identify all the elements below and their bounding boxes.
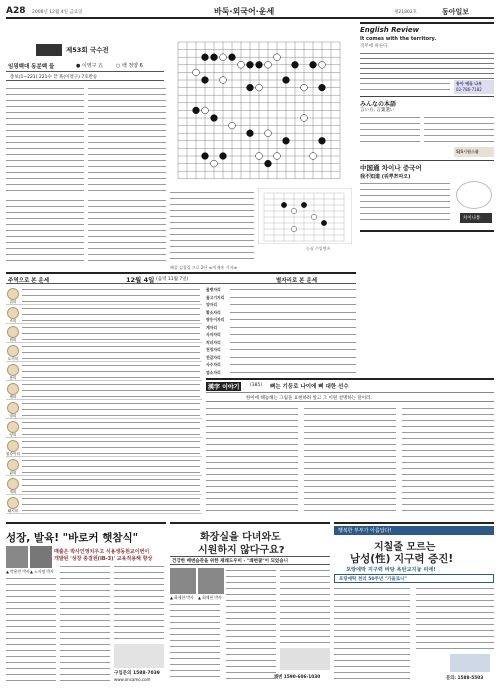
zodiac-label: 원숭이띠	[6, 452, 20, 456]
star-sign-label: 전갈자리	[206, 354, 221, 360]
white-stone	[211, 160, 218, 167]
japanese-sponsor-box: SJS시원스쿨	[454, 147, 494, 157]
hanja-subheadline: 한이에 해놓해는 그림을 표현하려 앞고 그 이원 설명하는 말이라.	[246, 396, 372, 401]
japanese-subtitle: 言い方, 言葉遣い	[360, 108, 395, 113]
english-sponsor-box: 동아 에듀 나우 02-786-7182	[454, 80, 494, 94]
star-sign-label: 사자자리	[206, 332, 221, 337]
star-row	[206, 294, 356, 302]
zodiac-row	[6, 457, 202, 476]
english-subheadline: 직무에 따른다.	[360, 44, 389, 49]
fortune-right-title: 별자리로 본 운세	[276, 278, 318, 284]
black-stone	[202, 77, 209, 84]
zodiac-text	[22, 306, 200, 323]
white-stone	[310, 153, 317, 160]
zodiac-animal-icon	[7, 383, 19, 395]
english-review	[360, 22, 494, 94]
zodiac-animal-icon	[7, 440, 19, 452]
star-row	[206, 339, 356, 347]
paper-name: 동아일보	[442, 8, 470, 16]
zodiac-text	[22, 363, 200, 380]
zodiac-text	[22, 325, 200, 342]
ad3-sub: 포랑에딱 지구력 바탕 욕탄교지놓 피에!	[346, 567, 436, 573]
ad1-sub2: 개발된 '성장 종결원(IB-3)' 교육적용해 향상	[54, 556, 153, 562]
star-sign-label: 염소자리	[206, 369, 221, 375]
star-row	[206, 286, 356, 294]
white-stone	[265, 130, 272, 137]
zodiac-animal-icon	[7, 345, 19, 357]
black-stone	[229, 54, 236, 61]
hanja-number: (385)	[250, 383, 263, 388]
commentary-col4	[88, 198, 166, 264]
zodiac-animal-icon	[7, 288, 19, 300]
star-sign-label: 물고기자리	[206, 294, 225, 300]
star-row	[206, 354, 356, 362]
baduk-author: 해설 김창길 프로 2단 ≪이재홍 기자≫	[170, 265, 238, 270]
baduk-logo	[36, 44, 62, 56]
black-stone	[202, 153, 209, 160]
commentary-col1	[6, 86, 84, 194]
white-stone	[265, 61, 272, 68]
ad2-photo2	[198, 568, 224, 594]
star-sign-label: 물병자리	[206, 287, 221, 292]
black-stone	[281, 202, 286, 207]
baduk-section	[6, 22, 356, 270]
zodiac-row	[6, 343, 202, 362]
star-text	[230, 362, 356, 368]
white-stone	[202, 107, 209, 114]
fortune-lunar: (음력 11월 7일)	[156, 277, 189, 282]
ad2-phone: 쾌변 1590-606-1030	[274, 675, 321, 680]
star-sign-label: 사수자리	[206, 362, 221, 367]
issue-number: 제21802호	[394, 10, 418, 15]
zodiac-animal-icon	[7, 326, 19, 338]
star-text	[230, 287, 356, 293]
zodiac-animal-icon	[7, 459, 19, 471]
ad1-headline: 성장, 발육! "바로커 햇참식"	[6, 532, 139, 544]
zodiac-text	[22, 477, 200, 494]
white-stone	[193, 69, 200, 76]
white-stone	[291, 208, 296, 213]
zodiac-text	[22, 382, 200, 399]
go-board	[170, 36, 350, 186]
zodiac-text	[22, 420, 200, 437]
star-sign-label: 천칭자리	[206, 347, 221, 352]
white-player: ○ 백 정양 6	[116, 63, 143, 69]
white-stone	[274, 153, 281, 160]
black-stone	[310, 61, 317, 68]
white-stone	[220, 77, 227, 84]
ad1-phone: 구입문의 1588-7039	[114, 671, 160, 676]
ad-height-supplement: 성장, 발육! "바로커 햇참식" 매출은 박사인영치우고 식용생동원교이번이 개발된 '성장 종결원(IB-3)' 교육적용해 향상 ▲ 박윤만 박사 ▲ 노서명 박사 구입문의 1588-7039 www.oncamo.com	[6, 522, 166, 685]
star-row	[206, 301, 356, 309]
star-text	[230, 355, 356, 361]
black-stone	[247, 84, 254, 91]
ad3-phone: 문의: 1588-5503	[446, 676, 484, 681]
zodiac-fortunes	[6, 286, 202, 518]
page-number: A28	[6, 6, 26, 16]
ad3-headline1: 지칠줄 모르는	[374, 542, 436, 553]
zodiac-row	[6, 381, 202, 400]
zodiac-label: 쥐띠	[9, 300, 17, 304]
zodiac-row	[6, 362, 202, 381]
commentary-col3	[6, 198, 84, 264]
fortune-date: 12월 4일	[126, 276, 155, 284]
zodiac-label: 말띠	[9, 414, 17, 418]
star-row	[206, 324, 356, 332]
japanese-title: みんなの本語	[360, 101, 397, 108]
ad-stamina	[334, 522, 494, 685]
zodiac-animal-icon	[7, 402, 19, 414]
zodiac-text	[22, 287, 200, 304]
zodiac-animal-icon	[7, 497, 19, 509]
zodiac-animal-icon	[7, 421, 19, 433]
ad3-headline2: 남성(性) 지구력 증진!	[350, 553, 454, 565]
star-sign-label: 양자리	[206, 302, 218, 307]
english-body	[360, 51, 494, 79]
black-stone	[211, 54, 218, 61]
black-stone	[319, 84, 326, 91]
hanja-section-top	[360, 230, 494, 272]
ad3-banner: 행복한 부부가 아름답다!	[338, 528, 392, 534]
zodiac-label: 뱀띠	[9, 395, 17, 399]
star-text	[230, 340, 356, 346]
black-stone	[247, 130, 254, 137]
english-title: English Review	[360, 26, 420, 34]
black-stone	[319, 137, 326, 144]
star-row	[206, 309, 356, 317]
ad3-box: 포랑에딱 천리 50주년 "가을로니"	[339, 577, 407, 582]
ad1-product	[114, 644, 164, 668]
black-stone	[283, 137, 290, 144]
star-text	[230, 295, 356, 301]
star-text	[230, 370, 356, 376]
chinese-sponsor-box: 차이나통	[460, 213, 492, 223]
star-text	[230, 325, 356, 331]
zodiac-label: 돼지띠	[7, 509, 19, 513]
black-stone	[247, 61, 254, 68]
zodiac-row	[6, 495, 202, 514]
white-stone	[301, 115, 308, 122]
white-stone	[256, 84, 263, 91]
zodiac-text	[22, 344, 200, 361]
english-footnote	[360, 81, 450, 95]
star-row	[206, 369, 356, 377]
zodiac-row	[6, 419, 202, 438]
fortune-left-title: 주역으로 본 운세	[8, 278, 50, 284]
ad1-photo2	[30, 546, 52, 568]
zodiac-row	[6, 286, 202, 305]
star-text	[230, 302, 356, 308]
ad1-photo1	[6, 546, 28, 568]
white-stone	[238, 61, 245, 68]
white-stone	[229, 122, 236, 129]
black-stone	[265, 160, 272, 167]
ad2-headline1: 화장실을 다녀와도	[200, 532, 281, 543]
baduk-sponsor: 농심 수입벤츠	[306, 246, 331, 251]
english-headline: It comes with the territory.	[360, 36, 437, 42]
black-stone	[202, 54, 209, 61]
zodiac-animal-icon	[7, 364, 19, 376]
white-stone	[256, 153, 263, 160]
star-sign-label: 쌍둥이자리	[206, 317, 225, 322]
black-stone	[220, 153, 227, 160]
section-title: 바둑·외국어·운세	[214, 7, 275, 16]
white-stone	[319, 61, 326, 68]
commentary-col2	[88, 86, 166, 194]
baduk-subtitle: 임읭백대 동분백 들	[8, 64, 55, 70]
star-text	[230, 332, 356, 338]
zodiac-text	[22, 401, 200, 418]
ad-constipation: 화장실을 다녀와도 시원하지 않다구요? 건강한 배변습관을 위한 제쾌도우미 - "쾌변쿨"이 되었습니 ▲ 화제한 박사 ▲ 최헤현 박사 쾌변 1590-606-1030	[170, 522, 330, 685]
zodiac-row	[6, 324, 202, 343]
chinese-title: 中国通 차이나 중국어	[360, 164, 422, 172]
black-stone	[211, 115, 218, 122]
chinese-illustration	[456, 181, 492, 209]
zodiac-row	[6, 438, 202, 457]
ad2-photo1	[170, 568, 196, 594]
zodiac-label: 소띠	[9, 319, 17, 323]
zodiac-label: 양띠	[9, 433, 17, 437]
star-row	[206, 361, 356, 369]
star-row	[206, 331, 356, 339]
zodiac-label: 개띠	[9, 490, 17, 494]
white-stone	[301, 84, 308, 91]
hanja-extra	[360, 272, 494, 332]
chinese-section	[360, 160, 494, 226]
star-row	[206, 316, 356, 324]
ad2-sub: 건강한 배변습관을 위한 제쾌도우미 - "쾌변쿨"이 되었습니	[172, 559, 288, 564]
zodiac-label: 토끼띠	[7, 357, 19, 361]
star-sign-label: 황소자리	[206, 309, 221, 315]
game-note-bar: 총보(1~221) 221수 끝 흑(이영구) 7호반승	[6, 71, 164, 81]
zodiac-text	[22, 458, 200, 475]
black-stone	[301, 202, 306, 207]
ad2-headline2: 시원하지 않다구요?	[198, 545, 285, 556]
star-text	[230, 347, 356, 353]
page-header	[6, 6, 494, 19]
white-stone	[291, 226, 296, 231]
zodiac-animal-icon	[7, 478, 19, 490]
hanja-article	[206, 378, 494, 518]
white-stone	[220, 54, 227, 61]
star-sign-label: 게자리	[206, 324, 218, 330]
variation-diagram	[258, 188, 352, 244]
zodiac-label: 범띠	[9, 338, 17, 342]
black-stone	[292, 61, 299, 68]
star-text	[230, 317, 356, 323]
black-stone	[283, 77, 290, 84]
zodiac-label: 닭띠	[9, 471, 17, 475]
black-stone	[256, 61, 263, 68]
white-stone	[311, 214, 316, 219]
chinese-subtitle: 我不知道 (워뿌쯔따오)	[360, 174, 411, 180]
black-stone	[321, 220, 326, 225]
ad2-product	[280, 648, 330, 670]
zodiac-text	[22, 439, 200, 456]
star-row	[206, 346, 356, 354]
ad3-product	[450, 654, 490, 672]
zodiac-row	[6, 476, 202, 495]
zodiac-row	[6, 305, 202, 324]
commentary-col5	[170, 190, 254, 264]
zodiac-text	[22, 496, 200, 513]
japanese-section	[360, 96, 494, 158]
hanja-headline: 뼈는 기둥로 나이에 뼈 대한 선수	[270, 384, 349, 390]
zodiac-animal-icon	[7, 307, 19, 319]
star-text	[230, 310, 356, 316]
ad1-sub1: 매출은 박사인영치우고 식용생동원교이번이	[54, 549, 150, 555]
baduk-title: 제53회 국수전	[66, 46, 109, 54]
ad1-url: www.oncamo.com	[114, 677, 151, 682]
fortune-header	[6, 272, 356, 284]
black-player: ● 이영구 五	[76, 63, 104, 69]
zodiac-row	[6, 400, 202, 419]
hanja-title: 漢字 이야기	[208, 384, 240, 391]
zodiac-label: 용띠	[9, 376, 17, 380]
black-stone	[193, 107, 200, 114]
header-date: 2008년 12월 4일 금요일	[32, 10, 83, 15]
star-sign-label: 처녀자리	[206, 339, 221, 345]
white-stone	[274, 54, 281, 61]
